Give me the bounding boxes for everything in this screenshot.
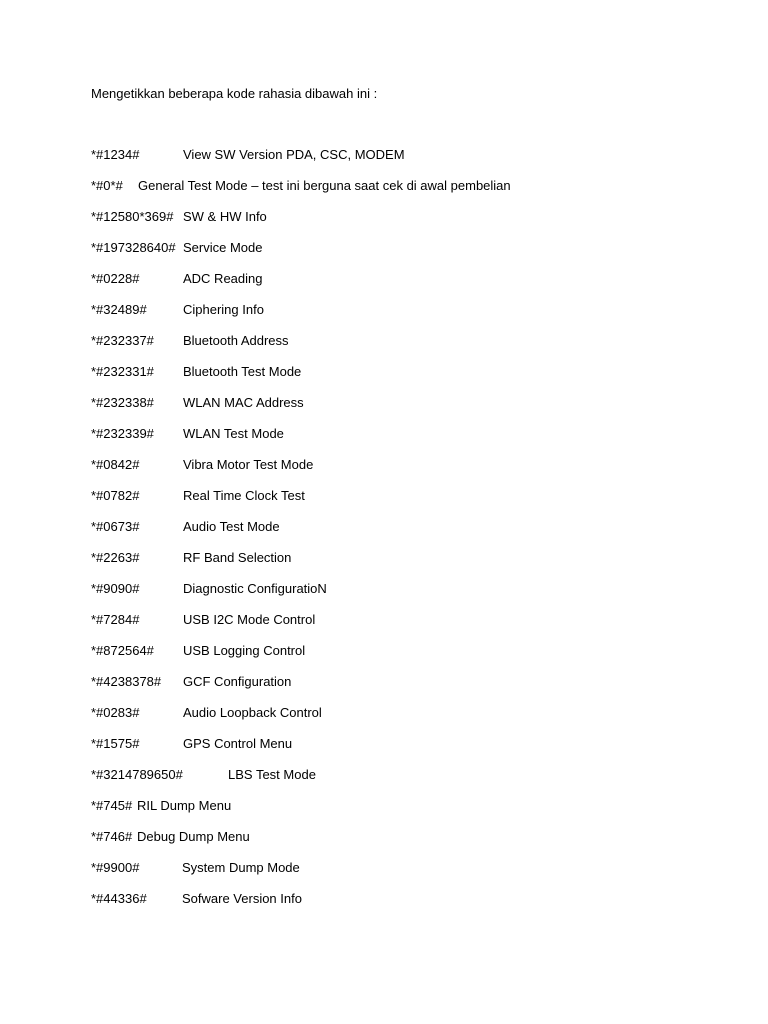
code-description: SW & HW Info bbox=[183, 209, 267, 224]
code-value: *#232338# bbox=[91, 395, 154, 410]
code-row bbox=[91, 457, 313, 477]
code-description: Diagnostic ConfiguratioN bbox=[183, 581, 327, 596]
code-row bbox=[91, 798, 231, 818]
code-value: *#0842# bbox=[91, 457, 140, 472]
code-value: *#0673# bbox=[91, 519, 140, 534]
code-description: LBS Test Mode bbox=[228, 767, 316, 782]
code-value: *#2263# bbox=[91, 550, 140, 565]
code-value: *#4238378# bbox=[91, 674, 162, 689]
code-description: GCF Configuration bbox=[183, 674, 292, 689]
code-description: View SW Version PDA, CSC, MODEM bbox=[183, 147, 405, 162]
code-value: *#9090# bbox=[91, 581, 140, 596]
code-row bbox=[91, 891, 302, 911]
code-row bbox=[91, 333, 289, 353]
code-description: ADC Reading bbox=[183, 271, 263, 286]
code-description: USB Logging Control bbox=[183, 643, 306, 658]
code-value: *#0*# bbox=[91, 178, 123, 193]
code-row bbox=[91, 519, 280, 539]
code-value: *#746# bbox=[91, 829, 133, 844]
code-row bbox=[91, 705, 322, 725]
code-description: Vibra Motor Test Mode bbox=[183, 457, 314, 472]
code-value: *#32489# bbox=[91, 302, 147, 317]
code-value: *#0782# bbox=[91, 488, 140, 503]
code-description: Debug Dump Menu bbox=[137, 829, 250, 844]
code-description: Audio Loopback Control bbox=[183, 705, 322, 720]
code-value: *#232339# bbox=[91, 426, 154, 441]
code-description: Sofware Version Info bbox=[182, 891, 302, 906]
code-value: *#0283# bbox=[91, 705, 140, 720]
code-description: USB I2C Mode Control bbox=[183, 612, 316, 627]
code-description: Audio Test Mode bbox=[183, 519, 280, 534]
code-value: *#232337# bbox=[91, 333, 154, 348]
code-row bbox=[91, 395, 304, 415]
code-description: Bluetooth Address bbox=[183, 333, 289, 348]
code-row bbox=[91, 302, 264, 322]
code-description: System Dump Mode bbox=[182, 860, 300, 875]
code-row bbox=[91, 581, 327, 601]
code-value: *#0228# bbox=[91, 271, 140, 286]
code-description: RF Band Selection bbox=[183, 550, 292, 565]
code-row bbox=[91, 240, 262, 260]
code-value: *#745# bbox=[91, 798, 133, 813]
code-row bbox=[91, 612, 315, 632]
code-description: RIL Dump Menu bbox=[137, 798, 232, 813]
code-value: *#232331# bbox=[91, 364, 154, 379]
code-row bbox=[91, 736, 292, 756]
code-row bbox=[91, 488, 305, 508]
code-value: *#1575# bbox=[91, 736, 140, 751]
code-description: Bluetooth Test Mode bbox=[183, 364, 302, 379]
intro-text: Mengetikkan beberapa kode rahasia dibawah ini : bbox=[91, 86, 378, 101]
code-description: WLAN Test Mode bbox=[183, 426, 284, 441]
code-description: Ciphering Info bbox=[183, 302, 264, 317]
code-value: *#872564# bbox=[91, 643, 154, 658]
code-description: WLAN MAC Address bbox=[183, 395, 304, 410]
code-value: *#12580*369# bbox=[91, 209, 174, 224]
code-value: *#44336# bbox=[91, 891, 147, 906]
code-value: *#3214789650# bbox=[91, 767, 183, 782]
code-description: General Test Mode – test ini berguna saat cek di awal pembelian bbox=[138, 178, 511, 193]
code-value: *#197328640# bbox=[91, 240, 176, 255]
code-row bbox=[91, 860, 300, 880]
code-row bbox=[91, 829, 250, 849]
code-row bbox=[91, 767, 316, 787]
code-value: *#1234# bbox=[91, 147, 140, 162]
code-value: *#7284# bbox=[91, 612, 140, 627]
code-row bbox=[91, 147, 405, 167]
code-row bbox=[91, 643, 305, 663]
code-description: Service Mode bbox=[183, 240, 263, 255]
code-row bbox=[91, 426, 284, 446]
code-description: Real Time Clock Test bbox=[183, 488, 305, 503]
code-description: GPS Control Menu bbox=[183, 736, 293, 751]
code-value: *#9900# bbox=[91, 860, 140, 875]
code-row bbox=[91, 674, 291, 694]
code-row bbox=[91, 209, 267, 229]
code-row bbox=[91, 364, 301, 384]
code-row bbox=[91, 271, 263, 291]
code-row bbox=[91, 550, 291, 570]
code-row bbox=[91, 178, 511, 198]
